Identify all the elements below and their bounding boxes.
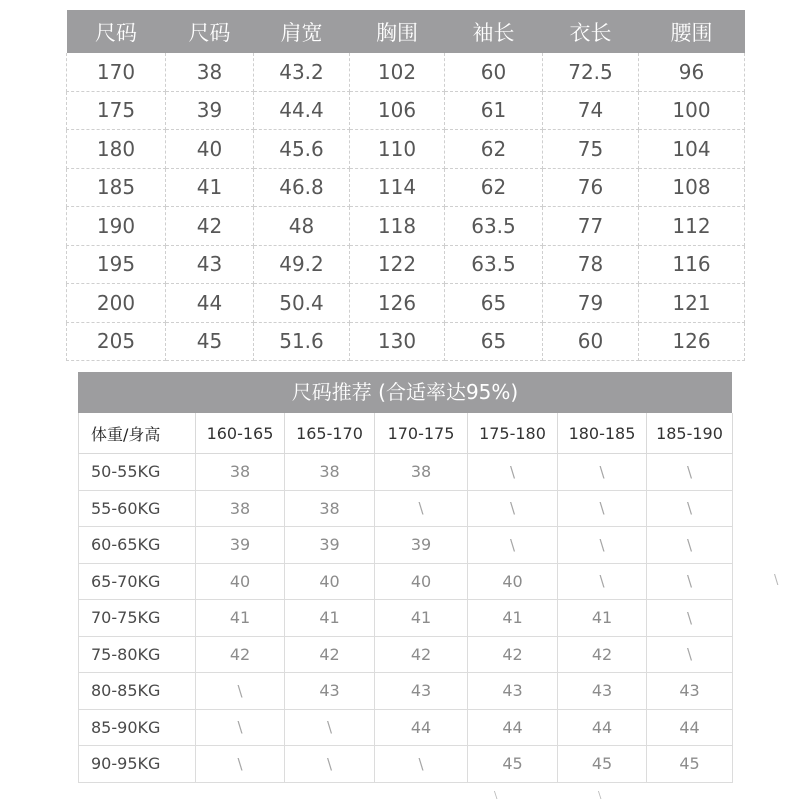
recommended-size-cell: 45 <box>647 746 733 783</box>
header-size: 尺码 <box>67 10 166 53</box>
recommended-size-cell: 38 <box>196 454 285 491</box>
recommendation-row <box>79 600 733 637</box>
size-chart-cell: 63.5 <box>445 245 543 284</box>
not-applicable-cell: \ <box>647 454 733 491</box>
size-chart-cell: 122 <box>350 245 445 284</box>
size-chart-cell: 40 <box>166 130 254 169</box>
stray-mark: \ <box>774 573 779 588</box>
recommended-size-cell: 41 <box>468 600 558 637</box>
size-chart-table <box>66 10 745 361</box>
size-chart-cell: 121 <box>639 284 745 323</box>
height-header: 185-190 <box>647 413 733 454</box>
not-applicable-cell: \ <box>647 600 733 637</box>
not-applicable-cell: \ <box>375 746 468 783</box>
recommended-size-cell: 43 <box>468 673 558 710</box>
size-chart-row <box>67 284 745 323</box>
size-chart-body <box>67 53 745 361</box>
recommended-size-cell: 44 <box>558 709 647 746</box>
weight-range-label: 90-95KG <box>79 746 196 783</box>
size-chart-cell: 78 <box>543 245 639 284</box>
size-chart-cell: 79 <box>543 284 639 323</box>
recommended-size-cell: 38 <box>375 454 468 491</box>
corner-label: 体重/身高 <box>79 413 196 454</box>
size-chart-header-row <box>67 10 745 53</box>
height-header: 160-165 <box>196 413 285 454</box>
size-chart-cell: 42 <box>166 207 254 246</box>
size-chart-cell: 46.8 <box>254 168 350 207</box>
recommendation-row <box>79 563 733 600</box>
size-chart-cell: 126 <box>639 322 745 361</box>
size-chart-cell: 43.2 <box>254 53 350 91</box>
recommendation-body <box>79 454 733 783</box>
size-chart-cell: 44.4 <box>254 91 350 130</box>
size-chart-cell: 50.4 <box>254 284 350 323</box>
header-size-code: 尺码 <box>166 10 254 53</box>
not-applicable-cell: \ <box>196 673 285 710</box>
weight-range-label: 75-80KG <box>79 636 196 673</box>
header-sleeve: 袖长 <box>445 10 543 53</box>
size-chart-cell: 45.6 <box>254 130 350 169</box>
size-chart-cell: 45 <box>166 322 254 361</box>
header-waist: 腰围 <box>639 10 745 53</box>
recommended-size-cell: 39 <box>285 527 375 564</box>
not-applicable-cell: \ <box>468 527 558 564</box>
recommended-size-cell: 43 <box>285 673 375 710</box>
size-chart-cell: 74 <box>543 91 639 130</box>
recommendation-title: 尺码推荐 (合适率达95%) <box>78 372 732 413</box>
size-chart-cell: 170 <box>67 53 166 91</box>
size-chart-cell: 75 <box>543 130 639 169</box>
recommendation-row <box>79 527 733 564</box>
recommended-size-cell: 42 <box>558 636 647 673</box>
not-applicable-cell: \ <box>468 490 558 527</box>
height-header: 165-170 <box>285 413 375 454</box>
recommendation-row <box>79 673 733 710</box>
size-chart-cell: 190 <box>67 207 166 246</box>
recommended-size-cell: 44 <box>468 709 558 746</box>
not-applicable-cell: \ <box>285 709 375 746</box>
size-chart-cell: 175 <box>67 91 166 130</box>
recommended-size-cell: 45 <box>558 746 647 783</box>
size-chart-cell: 126 <box>350 284 445 323</box>
size-chart-cell: 116 <box>639 245 745 284</box>
not-applicable-cell: \ <box>558 527 647 564</box>
size-chart-cell: 100 <box>639 91 745 130</box>
size-chart-cell: 38 <box>166 53 254 91</box>
recommended-size-cell: 43 <box>647 673 733 710</box>
size-chart-cell: 41 <box>166 168 254 207</box>
size-chart-cell: 44 <box>166 284 254 323</box>
stray-mark: \ <box>598 790 602 800</box>
not-applicable-cell: \ <box>647 490 733 527</box>
size-chart-cell: 49.2 <box>254 245 350 284</box>
recommendation-table <box>78 413 733 783</box>
size-chart-cell: 43 <box>166 245 254 284</box>
stray-mark: \ <box>494 790 498 800</box>
recommended-size-cell: 40 <box>468 563 558 600</box>
recommended-size-cell: 41 <box>285 600 375 637</box>
weight-range-label: 50-55KG <box>79 454 196 491</box>
recommended-size-cell: 38 <box>196 490 285 527</box>
not-applicable-cell: \ <box>558 563 647 600</box>
size-chart-cell: 96 <box>639 53 745 91</box>
not-applicable-cell: \ <box>647 563 733 600</box>
recommended-size-cell: 45 <box>468 746 558 783</box>
size-chart-cell: 118 <box>350 207 445 246</box>
size-chart-cell: 180 <box>67 130 166 169</box>
size-chart-cell: 114 <box>350 168 445 207</box>
recommendation-row <box>79 454 733 491</box>
height-header: 175-180 <box>468 413 558 454</box>
size-chart-cell: 65 <box>445 322 543 361</box>
size-chart-cell: 130 <box>350 322 445 361</box>
size-chart-cell: 77 <box>543 207 639 246</box>
not-applicable-cell: \ <box>468 454 558 491</box>
recommended-size-cell: 40 <box>375 563 468 600</box>
size-chart-cell: 39 <box>166 91 254 130</box>
recommended-size-cell: 40 <box>285 563 375 600</box>
recommended-size-cell: 38 <box>285 454 375 491</box>
size-chart-cell: 60 <box>445 53 543 91</box>
not-applicable-cell: \ <box>196 709 285 746</box>
size-recommendation <box>78 372 732 783</box>
weight-range-label: 85-90KG <box>79 709 196 746</box>
recommended-size-cell: 41 <box>375 600 468 637</box>
not-applicable-cell: \ <box>558 490 647 527</box>
size-chart-row <box>67 130 745 169</box>
size-chart-cell: 60 <box>543 322 639 361</box>
recommended-size-cell: 39 <box>196 527 285 564</box>
size-chart-row <box>67 168 745 207</box>
not-applicable-cell: \ <box>647 636 733 673</box>
recommended-size-cell: 39 <box>375 527 468 564</box>
recommended-size-cell: 44 <box>375 709 468 746</box>
size-chart-cell: 62 <box>445 168 543 207</box>
size-chart-cell: 195 <box>67 245 166 284</box>
weight-range-label: 60-65KG <box>79 527 196 564</box>
size-chart-row <box>67 91 745 130</box>
size-chart-cell: 72.5 <box>543 53 639 91</box>
weight-range-label: 80-85KG <box>79 673 196 710</box>
weight-range-label: 70-75KG <box>79 600 196 637</box>
size-chart-cell: 110 <box>350 130 445 169</box>
recommended-size-cell: 42 <box>285 636 375 673</box>
header-shoulder: 肩宽 <box>254 10 350 53</box>
recommended-size-cell: 42 <box>196 636 285 673</box>
size-chart-row <box>67 53 745 91</box>
size-chart-row <box>67 245 745 284</box>
size-chart-cell: 200 <box>67 284 166 323</box>
recommended-size-cell: 40 <box>196 563 285 600</box>
recommendation-row <box>79 709 733 746</box>
size-chart-cell: 104 <box>639 130 745 169</box>
size-chart-cell: 108 <box>639 168 745 207</box>
recommendation-row <box>79 746 733 783</box>
size-chart-cell: 106 <box>350 91 445 130</box>
size-chart-cell: 48 <box>254 207 350 246</box>
size-chart-cell: 102 <box>350 53 445 91</box>
recommended-size-cell: 43 <box>558 673 647 710</box>
size-chart-cell: 185 <box>67 168 166 207</box>
recommended-size-cell: 41 <box>196 600 285 637</box>
size-chart-cell: 76 <box>543 168 639 207</box>
height-header: 170-175 <box>375 413 468 454</box>
recommended-size-cell: 42 <box>375 636 468 673</box>
size-chart-row <box>67 322 745 361</box>
recommendation-header-row <box>79 413 733 454</box>
not-applicable-cell: \ <box>647 527 733 564</box>
size-chart-cell: 62 <box>445 130 543 169</box>
not-applicable-cell: \ <box>558 454 647 491</box>
size-chart-cell: 61 <box>445 91 543 130</box>
size-chart-cell: 205 <box>67 322 166 361</box>
not-applicable-cell: \ <box>375 490 468 527</box>
weight-range-label: 65-70KG <box>79 563 196 600</box>
recommended-size-cell: 38 <box>285 490 375 527</box>
weight-range-label: 55-60KG <box>79 490 196 527</box>
recommended-size-cell: 43 <box>375 673 468 710</box>
recommended-size-cell: 44 <box>647 709 733 746</box>
recommendation-row <box>79 490 733 527</box>
recommendation-row <box>79 636 733 673</box>
not-applicable-cell: \ <box>285 746 375 783</box>
size-chart-cell: 63.5 <box>445 207 543 246</box>
header-length: 衣长 <box>543 10 639 53</box>
height-header: 180-185 <box>558 413 647 454</box>
size-chart-cell: 51.6 <box>254 322 350 361</box>
recommended-size-cell: 41 <box>558 600 647 637</box>
header-chest: 胸围 <box>350 10 445 53</box>
size-chart-cell: 65 <box>445 284 543 323</box>
size-chart-row <box>67 207 745 246</box>
not-applicable-cell: \ <box>196 746 285 783</box>
size-chart-cell: 112 <box>639 207 745 246</box>
recommended-size-cell: 42 <box>468 636 558 673</box>
